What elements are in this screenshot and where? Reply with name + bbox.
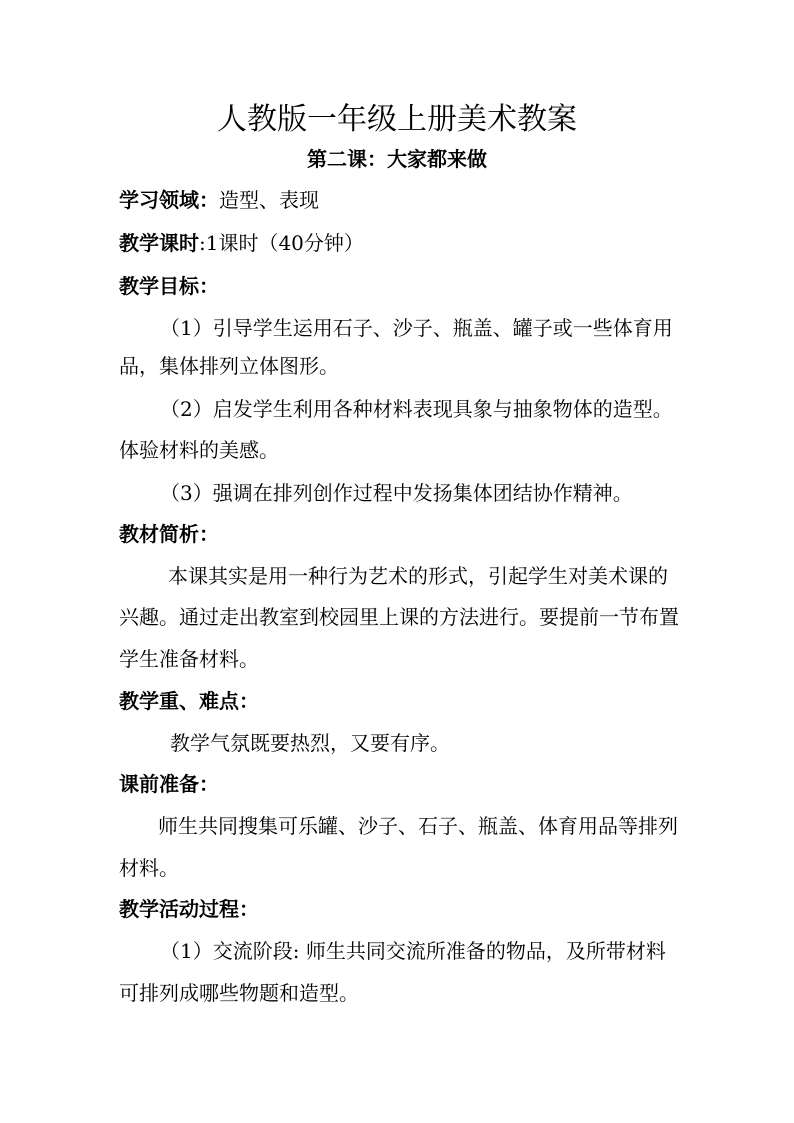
paragraph-line: 材料。	[119, 856, 179, 880]
section-heading-process: 教学活动过程：	[119, 897, 259, 921]
paragraph-line: 兴趣。通过走出教室到校园里上课的方法进行。要提前一节布置	[119, 605, 679, 629]
field-learning-area	[119, 186, 319, 214]
paragraph-line: 本课其实是用一种行为艺术的形式，引起学生对美术课的	[168, 564, 668, 588]
field-value: 造型、表现	[219, 188, 319, 212]
document-title: 人教版一年级上册美术教案	[217, 102, 577, 137]
paragraph-line: 学生准备材料。	[119, 647, 259, 671]
paragraph-line: 体验材料的美感。	[119, 438, 279, 462]
paragraph-line: （1）交流阶段: 师生共同交流所准备的物品，及所带材料	[160, 939, 666, 963]
paragraph-line: 可排列成哪些物题和造型。	[119, 981, 359, 1005]
lesson-subtitle: 第二课：大家都来做	[307, 147, 487, 171]
paragraph-line: （3）强调在排列创作过程中发扬集体团结协作精神。	[160, 481, 633, 505]
field-label: 教学课时	[119, 231, 199, 255]
paragraph-line: 教学气氛既要热烈，又要有序。	[170, 731, 450, 755]
section-heading-focus: 教学重、难点：	[119, 689, 259, 713]
section-heading-goals: 教学目标：	[119, 274, 219, 298]
paragraph-line: （1）引导学生运用石子、沙子、瓶盖、罐子或一些体育用	[160, 316, 673, 340]
field-label: 学习领域：	[119, 188, 219, 212]
paragraph-line: 品，集体排列立体图形。	[119, 354, 339, 378]
paragraph-line: 师生共同搜集可乐罐、沙子、石子、瓶盖、体育用品等排列	[158, 814, 678, 838]
field-value: :1课时（40分钟）	[199, 231, 364, 255]
field-class-hours	[119, 229, 364, 257]
section-heading-preparation: 课前准备：	[119, 772, 219, 796]
paragraph-line: （2）启发学生利用各种材料表现具象与抽象物体的造型。	[160, 397, 673, 421]
section-heading-material: 教材简析：	[119, 522, 219, 546]
